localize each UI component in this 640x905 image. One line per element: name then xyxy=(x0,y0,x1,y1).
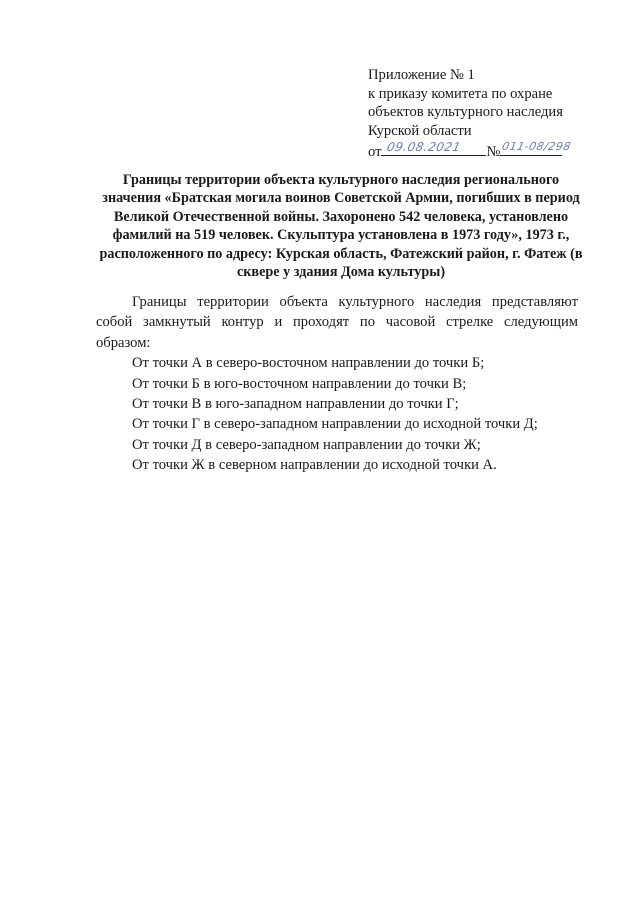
number-field xyxy=(500,139,573,156)
appendix-number: Приложение № 1 xyxy=(368,67,475,83)
appendix-region-line: Курской области xyxy=(368,122,472,139)
boundary-points-list xyxy=(96,353,578,475)
number-label: № xyxy=(486,144,501,160)
date-field xyxy=(381,140,486,156)
intro-paragraph: Границы территории объекта культурного наследия представляют собой замкнутый контур и проходят по часовой стрелке следующим образом: xyxy=(96,294,578,351)
handwritten-number: 011-08/298 xyxy=(501,139,573,153)
appendix-committee-line: объектов культурного наследия xyxy=(368,104,563,120)
document-title: Границы территории объекта культурного наследия регионального значения «Братская могила воинов Советской Армии, погибших в период Великой Отечественной войны. Захоронено 542 человека, установлено фамилий на 519 человек. Скульптура установлена в 1973 году», 1973 г., расположенного по адресу: Курская область, Фатежский район, г. Фатеж (в сквере у здания Дома культуры) xyxy=(99,172,583,281)
appendix-block xyxy=(368,66,608,162)
boundary-point-item: От точки Д в северо-западном направлении до точки Ж; xyxy=(132,436,481,453)
boundary-point-item: От точки А в северо-восточном направлении до точки Б; xyxy=(132,355,485,372)
boundary-point-item: От точки Г в северо-западном направлении до исходной точки Д; xyxy=(132,416,538,433)
boundary-point-item: От точки Б в юго-восточном направлении до точки В; xyxy=(132,375,467,392)
date-label: от xyxy=(368,144,382,160)
handwritten-date: 09.08.2021 xyxy=(386,139,463,154)
appendix-date-number-line xyxy=(368,140,608,162)
boundary-point-item: От точки В в юго-западном направлении до точки Г; xyxy=(132,396,459,413)
document-body xyxy=(96,292,578,476)
appendix-order-line: к приказу комитета по охране xyxy=(368,85,553,102)
boundary-point-item: От точки Ж в северном направлении до исходной точки А. xyxy=(132,457,497,474)
